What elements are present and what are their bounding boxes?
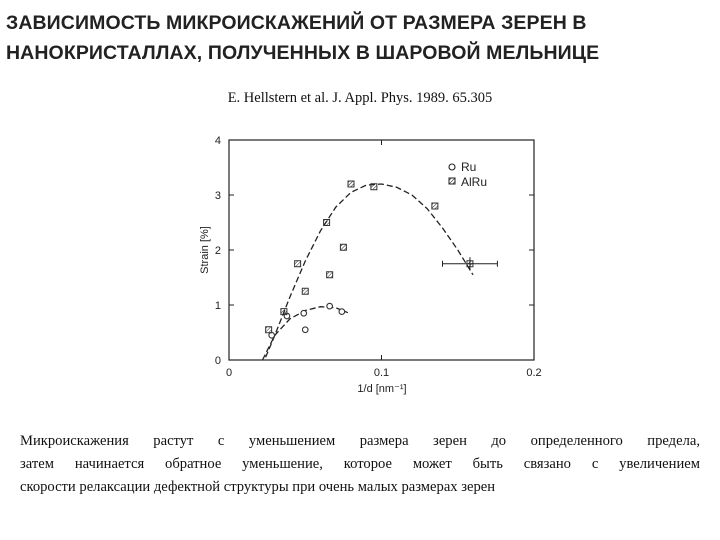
data-point-alru xyxy=(348,181,354,187)
caption-line-3: скорости релаксации дефектной структуры при очень малых размерах зерен xyxy=(20,479,496,495)
data-point-alru xyxy=(432,203,438,209)
caption-line-1: Микроискажения растут с уменьшением размера зерен до определенного предела, xyxy=(20,433,700,449)
y-tick-label: 3 xyxy=(214,190,221,202)
data-point-alru xyxy=(340,244,346,250)
data-point-ru xyxy=(327,303,333,309)
data-point-alru xyxy=(467,261,473,267)
legend-marker-ru xyxy=(449,164,455,170)
data-point-alru xyxy=(281,309,287,315)
slide-title xyxy=(6,8,706,68)
data-point-ru xyxy=(269,332,275,338)
citation: E. Hellstern et al. J. Appl. Phys. 1989. 65.305 xyxy=(227,90,493,106)
x-tick-label: 0 xyxy=(225,367,233,379)
y-tick-label: 0 xyxy=(214,355,221,367)
legend-marker-alru xyxy=(449,178,455,184)
data-point-alru xyxy=(324,220,330,226)
legend-label-alru: AlRu xyxy=(461,175,488,189)
legend xyxy=(449,160,487,189)
data-point-alru xyxy=(371,184,377,190)
data-point-ru xyxy=(301,310,307,316)
y-axis-ticks xyxy=(215,135,534,367)
data-point-ru xyxy=(302,327,308,333)
trend-curves xyxy=(263,184,474,360)
data-point-alru xyxy=(266,327,272,333)
data-point-alru xyxy=(295,261,301,267)
y-axis-label: Strain [%] xyxy=(199,226,211,274)
caption xyxy=(20,430,700,499)
x-axis-label: 1/d [nm⁻¹] xyxy=(357,383,407,395)
data-point-alru xyxy=(302,288,308,294)
y-tick-label: 4 xyxy=(214,135,221,147)
data-point-alru xyxy=(327,272,333,278)
trend-curve-alru xyxy=(266,184,473,357)
caption-line-2: затем начинается обратное уменьшение, которое может быть связано с увеличением xyxy=(20,456,700,472)
x-axis-ticks xyxy=(226,140,542,379)
slide-title-line-1: ЗАВИСИМОСТЬ МИКРОИСКАЖЕНИЙ ОТ РАЗМЕРА ЗЕРЕН В xyxy=(6,12,587,34)
data-point-ru xyxy=(339,309,345,315)
x-tick-label: 0.2 xyxy=(526,367,542,379)
legend-label-ru: Ru xyxy=(461,160,477,174)
y-tick-label: 2 xyxy=(214,245,221,257)
y-tick-label: 1 xyxy=(214,300,221,312)
x-tick-label: 0.1 xyxy=(373,367,390,379)
strain-vs-inverse-grain-size-chart xyxy=(190,128,550,398)
slide-title-line-2: НАНОКРИСТАЛЛАХ, ПОЛУЧЕННЫХ В ШАРОВОЙ МЕЛЬНИЦЕ xyxy=(6,42,600,64)
plot-frame xyxy=(229,140,534,360)
